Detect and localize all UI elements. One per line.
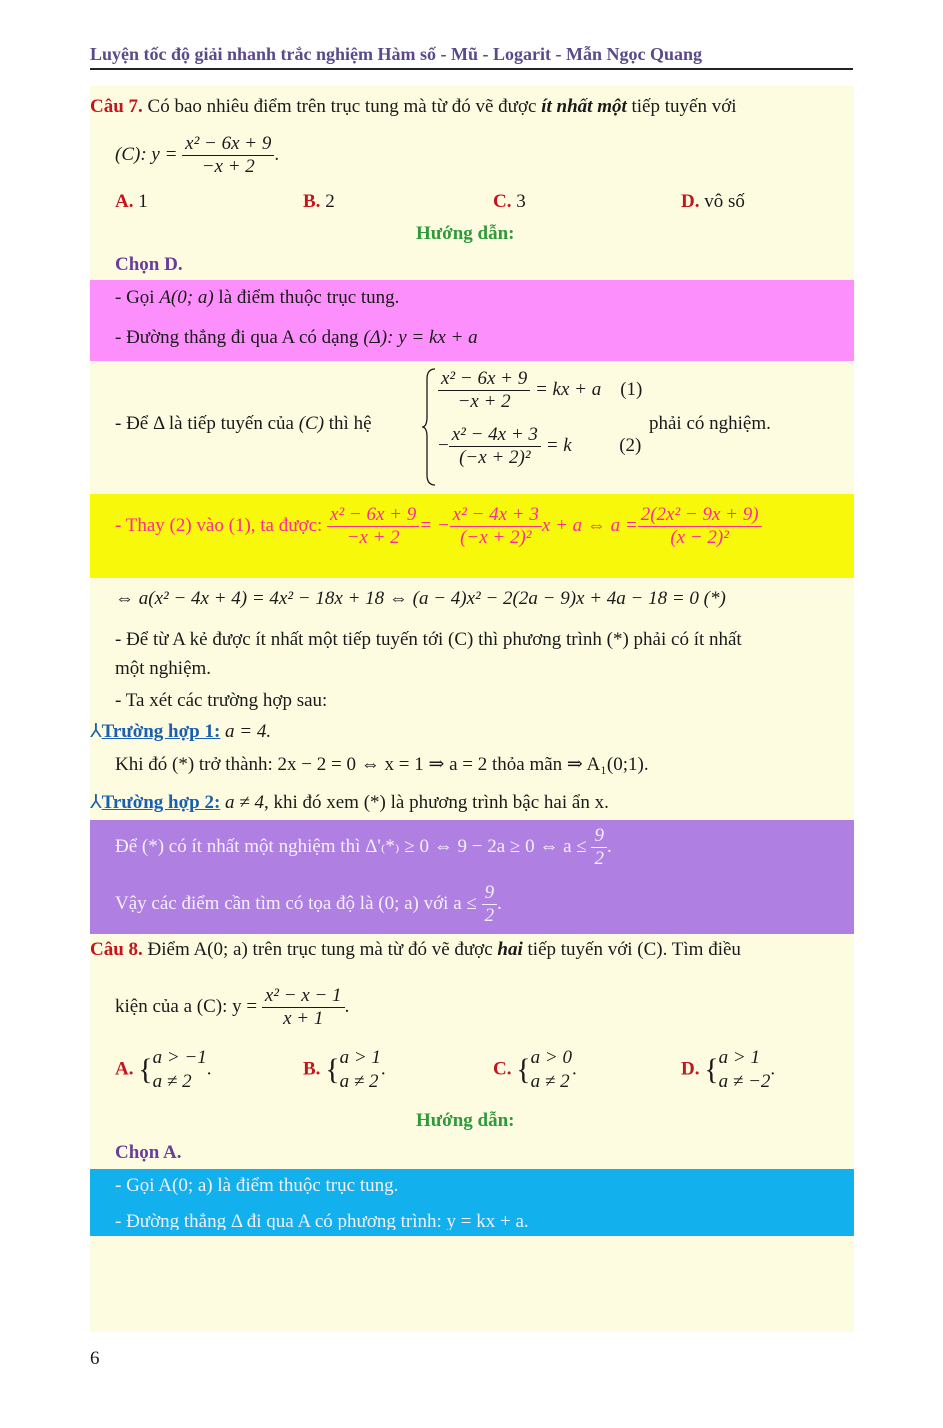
emphasis-text: ít nhất một	[541, 96, 627, 117]
option-a[interactable]: A. 1	[115, 191, 148, 212]
guide-heading: Hướng dẫn:	[416, 223, 515, 244]
system-brace	[421, 367, 437, 487]
option-d[interactable]: D. vô số	[681, 191, 745, 212]
solution-line-highlight: - Gọi A(0; a) là điểm thuộc trục tung.	[115, 1175, 399, 1196]
solution-line: một nghiệm.	[115, 658, 212, 679]
option-c[interactable]: C. 3	[493, 191, 526, 212]
emphasis-text: hai	[497, 939, 523, 960]
option-d[interactable]: D. { a > 1 a ≠ −2 .	[681, 1047, 776, 1092]
header-rule	[90, 68, 853, 70]
solution-line: - Để từ A kẻ được ít nhất một tiếp tuyến tới (C) thì phương trình (*) phải có ít nhất	[115, 629, 742, 650]
case-2-heading: ⅄Trường hợp 2: a ≠ 4, khi đó xem (*) là phương trình bậc hai ẩn x.	[90, 792, 609, 813]
question-8-curve: kiện của a (C): y = $\frac{\text{x² − x − 1}}{x + 1}$ .	[115, 985, 350, 1029]
question-7-text: Câu 7. Có bao nhiêu điểm trên trục tung mà từ đó vẽ được ít nhất một tiếp tuyến với	[90, 96, 737, 117]
page-header-title: Luyện tốc độ giải nhanh trắc nghiệm Hàm số - Mũ - Logarit - Mẫn Ngọc Quang	[90, 44, 703, 64]
page-number: 6	[90, 1348, 100, 1369]
system-eq-1: $\frac{\text{x² − 6x + 9}}{-x + 2}$ = kx + a (1)	[438, 368, 642, 413]
equation-line: ⇔ a(x² − 4x + 4) = 4x² − 18x + 18 ⇔ (a − 4)x² − 2(2a − 9)x + 4a − 18 = 0 (*)	[115, 588, 726, 609]
solution-line: - Gọi A(0; a) là điểm thuộc trục tung.	[115, 287, 400, 308]
solution-line-highlight: - Đường thẳng Δ đi qua A có phương trình: y = kx + a.	[115, 1211, 529, 1230]
solution-line-highlight: Để (*) có ít nhất một nghiệm thì Δ'₍*₎ ≥ 0 ⇔ 9 − 2a ≥ 0 ⇔ a ≤ $\frac{9}{2}$ .	[115, 825, 612, 869]
solution-line: Khi đó (*) trở thành: 2x − 2 = 0 ⇔ x = 1 ⇒ a = 2 thỏa mãn ⇒ A₁(0;1).	[115, 754, 649, 775]
system-eq-2: − $\frac{\text{x² − 4x + 3}}{\text{(−x + 2)²}}$ = k (2)	[438, 424, 642, 468]
solution-line-highlight: - Thay (2) vào (1), ta được: $\frac{\text{x² − 6x + 9}}{-x + 2}$ = − $\frac{\text{x² − 4x + 3}}{\text{(−x + 2)²}}$ x + a ⇔ a = $\frac{\text{2(2x² − 9x + 9)}}{\text{(x − 2)²}}$	[115, 504, 762, 549]
question-8-label: Câu 8.	[90, 939, 143, 960]
question-7-label: Câu 7.	[90, 96, 143, 117]
solution-line: - Để Δ là tiếp tuyến của (C) thì hệ	[115, 413, 372, 434]
option-c[interactable]: C. { a > 0 a ≠ 2 .	[493, 1047, 577, 1092]
question-7-curve: (C): y = $\frac{\text{x² − 6x + 9}}{-x + 2}$ .	[115, 133, 280, 177]
solution-line: phải có nghiệm.	[649, 413, 771, 434]
solution-line: - Đường thẳng đi qua A có dạng (Δ): y = kx + a	[115, 327, 478, 348]
solution-line: - Ta xét các trường hợp sau:	[115, 690, 328, 711]
answer-choice: Chọn D.	[115, 254, 183, 275]
case-1-heading: ⅄Trường hợp 1: a = 4.	[90, 721, 272, 742]
option-b[interactable]: B. { a > 1 a ≠ 2 .	[303, 1047, 386, 1092]
option-b[interactable]: B. 2	[303, 191, 335, 212]
question-8-text: Câu 8. Điểm A(0; a) trên trục tung mà từ đó vẽ được hai tiếp tuyến với (C). Tìm điều	[90, 939, 741, 960]
option-a[interactable]: A. { a > −1 a ≠ 2 .	[115, 1047, 212, 1092]
solution-line-highlight: Vậy các điểm cần tìm có tọa độ là (0; a) với a ≤ $\frac{9}{2}$ .	[115, 882, 502, 926]
guide-heading: Hướng dẫn:	[416, 1110, 515, 1131]
fraction: $\frac{\text{x² − 6x + 9}}{-x + 2}$	[182, 133, 274, 178]
answer-choice: Chọn A.	[115, 1142, 182, 1163]
